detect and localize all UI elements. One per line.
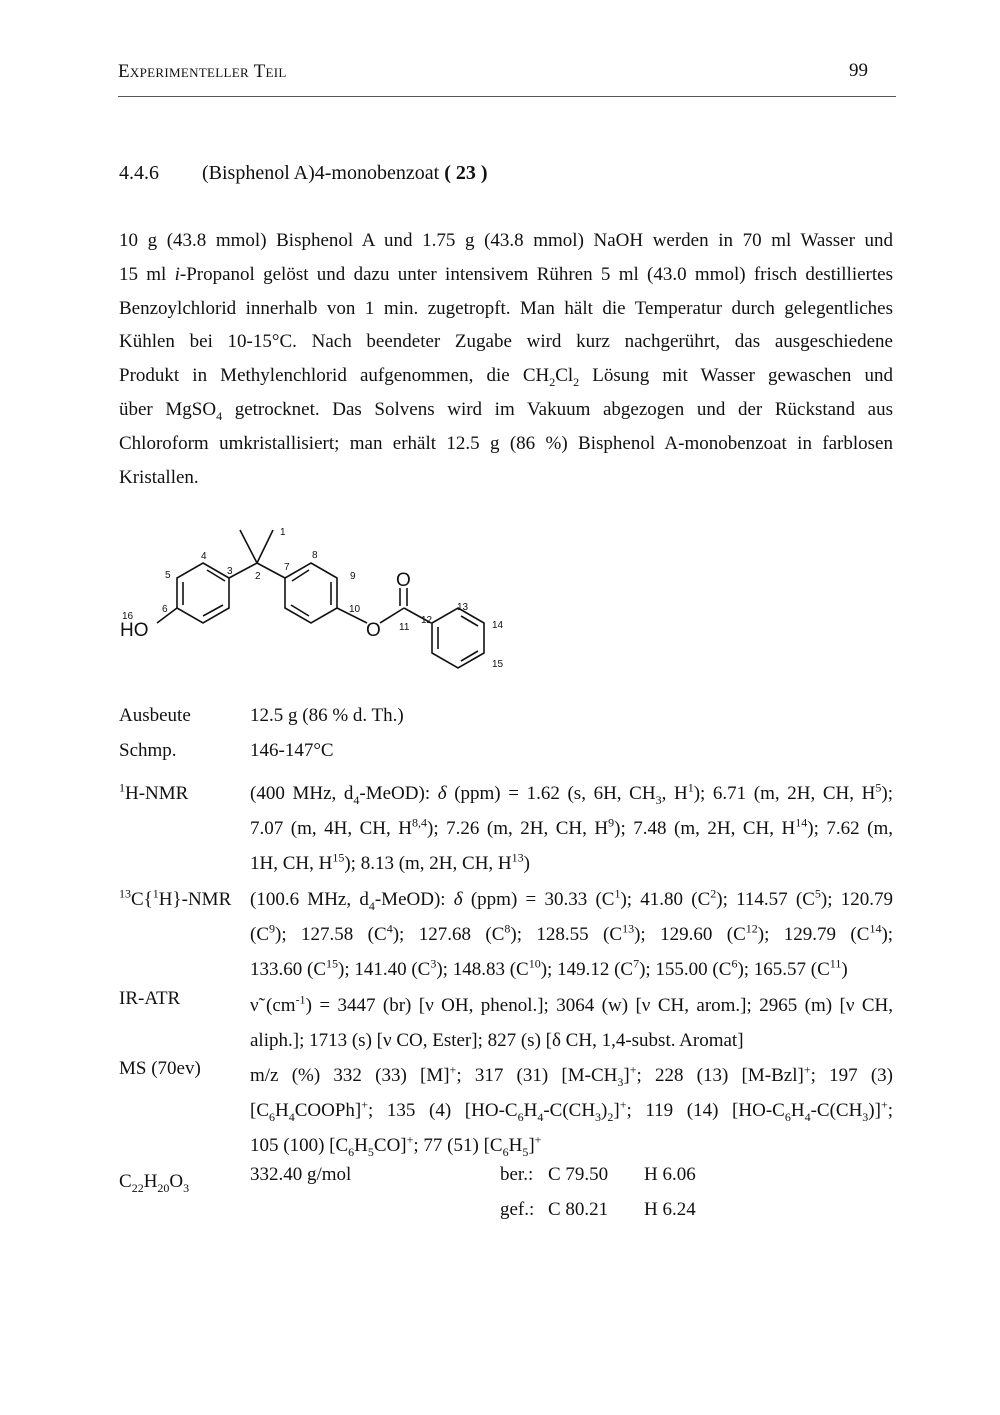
cnmr-line: (100.6 MHz, $d_4-MeOD$): δ (ppm) = 30.33 $(C^1)$; 41.80 $(C^2)$; 114.57 $(C^5)$; 120.79 xyxy=(250,886,893,913)
calculated-label: ber.: xyxy=(500,1164,534,1185)
yield-label: Ausbeute xyxy=(119,705,191,726)
hnmr-line: 1H, CH, $H^{15}$); 8.13 (m, 2H, CH, $H^{13}$) xyxy=(250,850,530,874)
atom-label: 5 xyxy=(165,570,171,581)
cnmr-label: $^{13}$C{$^1$H}-NMR xyxy=(119,886,232,910)
ms-label: MS (70ev) xyxy=(119,1058,201,1079)
molecular-formula: $C_{22}H_{20}O_3$ xyxy=(119,1171,190,1195)
page-header xyxy=(118,58,896,97)
paragraph-line: Produkt in Methylenchlorid aufgenommen, die $CH_2Cl_2$ Lösung mit Wasser gewaschen und xyxy=(119,365,893,389)
paragraph-line: Kühlen bei 10-15°C. Nach beendeter Zugabe wird kurz nachgerührt, das ausgeschiedene xyxy=(119,331,893,353)
hnmr-line: 7.07 (m, 4H, CH, H$^{8,4}$); 7.26 (m, 2H, CH, $H^9$); 7.48 (m, 2H, CH, $H^{14}$); 7.62 (m, xyxy=(250,815,893,839)
atom-label: 8 xyxy=(312,550,318,561)
ms-line: m/z (%) 332 (33) [M]+; 317 (31) $[M-CH_3]^+$; 228 (13) [M-Bzl]+; 197 (3) xyxy=(250,1062,893,1089)
cnmr-line: 133.60 $(C^{15})$; 141.40 $(C^3)$; 148.83 $(C^{10})$; 149.12 $(C^7)$; 155.00 $(C^6)$; 165.57 $(C^{11})$ xyxy=(250,956,848,980)
found-label: gef.: xyxy=(500,1199,535,1220)
ms-values xyxy=(250,1058,893,1163)
found-hydrogen: H 6.24 xyxy=(644,1199,696,1220)
section-title: (Bisphenol A)4-monobenzoat xyxy=(202,162,440,184)
atom-label: 12 xyxy=(421,615,433,626)
atom-label: 9 xyxy=(350,571,356,582)
structure-diagram xyxy=(115,520,535,690)
running-title: Experimenteller Teil xyxy=(118,61,287,82)
ms-line: $[C_6H_4COOPh]^+$; 135 (4) $[HO-C_6H_4-C(CH_3)_2]^+$; 119 (14) $[HO-C_6H_4-C(CH_3)]^+$; xyxy=(250,1097,894,1124)
atom-label: 4 xyxy=(201,551,207,562)
cnmr-line: $(C^9)$; 127.58 $(C^4)$; 127.68 $(C^8)$; 128.55 $(C^{13})$; 129.60 $(C^{12})$; 129.79 $(C^{14})$; xyxy=(250,921,894,945)
atom-label: 10 xyxy=(349,604,361,615)
section-number: 4.4.6 xyxy=(119,162,159,184)
paragraph-line: 10 g (43.8 mmol) Bisphenol A und 1.75 g (43.8 mmol) NaOH werden in 70 ml Wasser und xyxy=(119,230,893,251)
atom-label: 11 xyxy=(399,622,410,633)
atom-label: 7 xyxy=(284,562,290,573)
atom-label: 16 xyxy=(122,611,134,622)
ms-line: 105 (100) $[C_6H_5CO]^+$; 77 (51) $[C_6H_5]^+$ xyxy=(250,1132,542,1159)
hnmr-values xyxy=(250,776,893,881)
molar-mass: 332.40 g/mol xyxy=(250,1164,352,1185)
found-carbon: C 80.21 xyxy=(548,1199,609,1220)
paragraph-line: 15 ml i-Propanol gelöst und dazu unter intensivem Rühren 5 ml (43.0 mmol) frisch destilliertes xyxy=(119,263,893,285)
carbonyl-oxygen-label: O xyxy=(396,570,411,591)
atom-label: 2 xyxy=(255,571,261,582)
calculated-hydrogen: H 6.06 xyxy=(644,1164,696,1185)
atom-label: 15 xyxy=(492,659,504,670)
paragraph-line: Kristallen. xyxy=(119,466,199,488)
ir-label: IR-ATR xyxy=(119,988,181,1009)
hnmr-line: (400 MHz, $d_4-MeOD$): δ (ppm) = 1.62 (s, 6H, $CH_3$, $H^1$); 6.71 (m, 2H, CH, $H^5$); xyxy=(250,780,893,807)
procedure-paragraph xyxy=(119,224,893,494)
hnmr-label: $^1$H-NMR xyxy=(119,780,189,804)
atom-label: 1 xyxy=(280,527,286,538)
atom-label: 3 xyxy=(227,566,233,577)
calculated-carbon: C 79.50 xyxy=(548,1164,609,1185)
atom-label: 6 xyxy=(162,604,168,615)
melting-point-value: 146-147°C xyxy=(250,740,334,761)
compound-number: ( 23 ) xyxy=(444,162,488,184)
hydroxyl-label: HO xyxy=(120,620,149,641)
atom-label: 14 xyxy=(492,620,504,631)
paragraph-line: über MgSO$_4$ getrocknet. Das Solvens wird im Vakuum abgezogen und der Rückstand aus xyxy=(119,398,893,423)
page-number: 99 xyxy=(849,60,868,81)
paragraph-line: Benzoylchlorid innerhalb von 1 min. zugetropft. Man hält die Temperatur durch gelegentliches xyxy=(119,297,893,319)
ir-values xyxy=(250,988,893,1058)
paragraph-line: Chloroform umkristallisiert; man erhält 12.5 g (86 %) Bisphenol A-monobenzoat in farblosen xyxy=(119,432,893,454)
melting-point-label: Schmp. xyxy=(119,740,177,761)
ir-line: ν̃ $(cm^{-1}) = 3447$ (br) [ν OH, phenol.]; 3064 (w) [ν CH, arom.]; 2965 (m) [ν CH, xyxy=(250,992,893,1016)
section-heading xyxy=(119,162,488,185)
ir-line: aliph.]; 1713 (s) [ν CO, Ester]; 827 (s) [δ CH, 1,4-subst. Aromat] xyxy=(250,1030,744,1051)
yield-value: 12.5 g (86 % d. Th.) xyxy=(250,705,404,726)
atom-label: 13 xyxy=(457,602,469,613)
ester-oxygen-label: O xyxy=(366,620,381,641)
cnmr-values xyxy=(250,882,893,987)
